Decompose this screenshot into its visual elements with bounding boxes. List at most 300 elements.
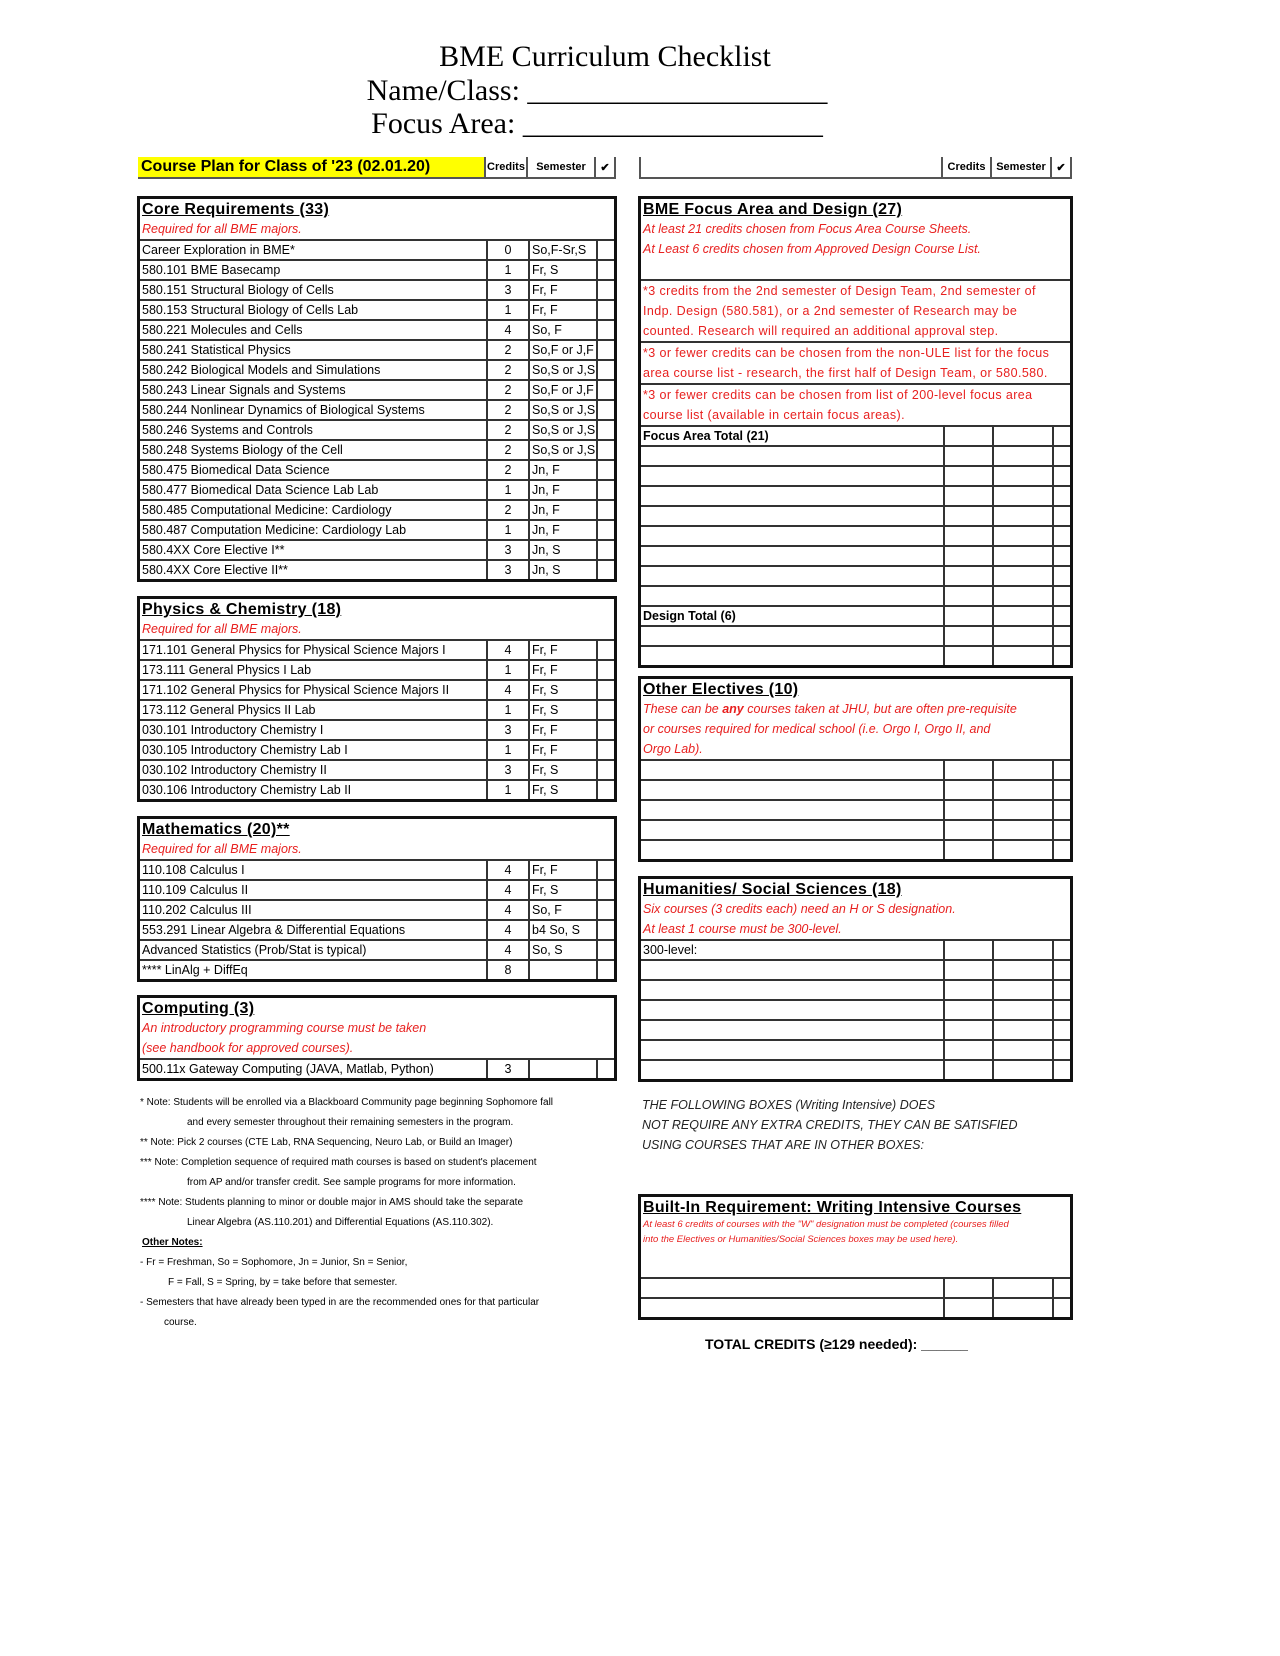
checkbox[interactable] [596, 761, 614, 779]
credits-cell[interactable]: 4 [486, 861, 528, 879]
checkbox[interactable] [596, 441, 614, 459]
checkbox[interactable] [1052, 1299, 1070, 1317]
course-name: 580.243 Linear Signals and Systems [142, 383, 346, 397]
checkbox[interactable] [596, 341, 614, 359]
credits-cell[interactable] [943, 587, 992, 605]
credits-cell[interactable] [943, 781, 992, 799]
plan-title: Course Plan for Class of '23 (02.01.20) [138, 157, 484, 177]
checkbox[interactable] [1052, 587, 1070, 605]
checkbox[interactable] [1052, 1001, 1070, 1019]
table-row [140, 759, 614, 779]
credits-cell[interactable]: 3 [486, 541, 528, 559]
table-row [641, 485, 1070, 505]
table-row [140, 499, 614, 519]
table-row [641, 1019, 1070, 1039]
note-text: These can be [643, 702, 723, 716]
course-name: 173.111 General Physics I Lab [142, 663, 312, 677]
table-row [641, 585, 1070, 605]
note-text: courses taken at JHU, but are often pre-requisite [743, 702, 1017, 716]
credits-cell[interactable] [943, 1001, 992, 1019]
table-row [140, 519, 614, 539]
note-line: THE FOLLOWING BOXES (Writing Intensive) DOES [642, 1098, 936, 1112]
section-note: Orgo Lab). [643, 742, 703, 756]
checkbox[interactable] [596, 641, 614, 659]
course-name [641, 527, 943, 545]
course-name [641, 627, 943, 645]
credits-cell[interactable]: 3 [486, 761, 528, 779]
credits-cell[interactable]: 3 [486, 561, 528, 579]
semester-cell[interactable]: Fr, S [528, 881, 596, 899]
credits-cell[interactable] [943, 1299, 992, 1317]
table-row [641, 799, 1070, 819]
total-credits-label: TOTAL CREDITS (≥129 needed): [705, 1336, 918, 1352]
course-name: **** LinAlg + DiffEq [142, 963, 248, 977]
credits-cell[interactable] [943, 487, 992, 505]
checkbox[interactable] [1052, 821, 1070, 839]
credits-cell[interactable]: 8 [486, 961, 528, 979]
section-note: At least 21 credits chosen from Focus Area Course Sheets. [643, 222, 972, 236]
semester-cell[interactable] [992, 587, 1052, 605]
checkbox[interactable] [596, 781, 614, 799]
credits-cell[interactable] [943, 801, 992, 819]
credits-cell[interactable]: 2 [486, 341, 528, 359]
semester-cell[interactable] [992, 1041, 1052, 1059]
checkbox[interactable] [596, 501, 614, 519]
semester-cell[interactable]: Fr, F [528, 301, 596, 319]
credits-header: Credits [941, 157, 990, 177]
checkbox[interactable] [1052, 1061, 1070, 1079]
semester-cell[interactable] [992, 1299, 1052, 1317]
checkbox[interactable] [1052, 1021, 1070, 1039]
checkbox[interactable] [1052, 507, 1070, 525]
rule-note [641, 341, 1070, 383]
semester-cell[interactable]: Fr, S [528, 681, 596, 699]
table-row [140, 779, 614, 799]
table-row [140, 299, 614, 319]
semester-cell[interactable]: Fr, F [528, 721, 596, 739]
semester-cell[interactable]: Fr, F [528, 741, 596, 759]
credits-cell[interactable]: 2 [486, 401, 528, 419]
credits-cell[interactable]: 4 [486, 921, 528, 939]
section-title: Built-In Requirement: Writing Intensive Courses [643, 1199, 1022, 1216]
course-name [641, 447, 943, 465]
checkbox[interactable] [1052, 961, 1070, 979]
note-line: USING COURSES THAT ARE IN OTHER BOXES: [642, 1138, 924, 1152]
semester-cell[interactable] [992, 627, 1052, 645]
checkbox[interactable] [1052, 607, 1070, 625]
semester-cell[interactable]: Jn, F [528, 521, 596, 539]
credits-cell[interactable] [943, 647, 992, 665]
section-note: At least 1 course must be 300-level. [643, 922, 842, 936]
section-physics [137, 596, 617, 802]
credits-cell[interactable]: 1 [486, 521, 528, 539]
course-name [641, 1061, 943, 1079]
semester-cell[interactable]: So,F-Sr,S [528, 241, 596, 259]
semester-cell[interactable]: Fr, F [528, 861, 596, 879]
table-row [641, 1277, 1070, 1297]
table-row [140, 319, 614, 339]
semester-cell[interactable] [992, 841, 1052, 859]
table-row [641, 545, 1070, 565]
credits-cell[interactable]: 3 [486, 721, 528, 739]
spacer [641, 259, 1070, 279]
rule-note-line: counted. Research will required an additional approval step. [643, 324, 999, 338]
table-row [140, 559, 614, 579]
table-row [641, 605, 1070, 625]
credits-cell[interactable]: 4 [486, 901, 528, 919]
credits-cell[interactable] [943, 527, 992, 545]
credits-cell[interactable]: 1 [486, 781, 528, 799]
section-title: Core Requirements (33) [142, 201, 330, 218]
table-row [641, 839, 1070, 859]
semester-cell[interactable]: Fr, F [528, 281, 596, 299]
credits-cell[interactable] [943, 981, 992, 999]
checkbox[interactable] [1052, 447, 1070, 465]
course-name [641, 1021, 943, 1039]
semester-cell[interactable] [992, 1001, 1052, 1019]
section-note: Required for all BME majors. [142, 842, 302, 856]
credits-cell[interactable] [943, 447, 992, 465]
semester-cell[interactable]: So, F [528, 321, 596, 339]
semester-cell[interactable] [992, 961, 1052, 979]
credits-cell[interactable] [943, 567, 992, 585]
credits-cell[interactable]: 1 [486, 261, 528, 279]
semester-cell[interactable]: Jn, F [528, 481, 596, 499]
table-row [140, 379, 614, 399]
semester-cell[interactable]: b4 So, S [528, 921, 596, 939]
semester-cell[interactable] [528, 1060, 596, 1078]
checkbox[interactable] [1052, 487, 1070, 505]
focus-label: Focus Area: [371, 107, 516, 140]
section-title: Mathematics (20)** [142, 821, 290, 838]
checkbox[interactable] [1052, 1279, 1070, 1297]
check-icon: ✔ [594, 157, 616, 177]
checkbox[interactable] [1052, 427, 1070, 445]
section-title: Humanities/ Social Sciences (18) [643, 881, 902, 898]
checkbox[interactable] [596, 741, 614, 759]
plan-header-left [138, 157, 616, 179]
course-name: Career Exploration in BME* [142, 243, 295, 257]
semester-cell[interactable]: So,S or J,S [528, 421, 596, 439]
checkbox[interactable] [596, 541, 614, 559]
table-row [140, 439, 614, 459]
checkbox[interactable] [596, 481, 614, 499]
credits-cell[interactable] [943, 507, 992, 525]
credits-cell[interactable] [943, 761, 992, 779]
course-name: 110.202 Calculus III [142, 903, 252, 917]
checkbox[interactable] [596, 241, 614, 259]
credits-cell[interactable] [943, 1021, 992, 1039]
checkbox[interactable] [1052, 567, 1070, 585]
footnote: **** Note: Students planning to minor or double major in AMS should take the separate [140, 1197, 524, 1208]
rule-note-line: area course list - research, the first half of Design Team, or 580.580. [643, 366, 1048, 380]
course-name: 580.244 Nonlinear Dynamics of Biological Systems [142, 403, 425, 417]
credits-cell[interactable]: 1 [486, 661, 528, 679]
focus-area-field[interactable] [0, 107, 1202, 141]
section-math [137, 816, 617, 982]
checkbox[interactable] [596, 321, 614, 339]
checkbox[interactable] [1052, 647, 1070, 665]
credits-cell[interactable]: 4 [486, 881, 528, 899]
credits-cell[interactable]: 3 [486, 1060, 528, 1078]
semester-cell[interactable] [992, 547, 1052, 565]
course-name: 110.108 Calculus I [142, 863, 245, 877]
table-row [641, 999, 1070, 1019]
section-note: (see handbook for approved courses). [142, 1041, 354, 1055]
credits-cell[interactable]: 2 [486, 501, 528, 519]
rule-note-line: Indp. Design (580.581), or a 2nd semester of Research may be [643, 304, 1018, 318]
semester-cell[interactable]: So,F or J,F [528, 381, 596, 399]
credits-cell[interactable]: 2 [486, 381, 528, 399]
semester-cell[interactable]: So,S or J,S [528, 361, 596, 379]
checkbox[interactable] [596, 421, 614, 439]
credits-cell[interactable] [943, 427, 992, 445]
section-focus-design [638, 196, 1073, 668]
section-note: Required for all BME majors. [142, 222, 302, 236]
credits-cell[interactable]: 0 [486, 241, 528, 259]
table-row [641, 625, 1070, 645]
footnote: from AP and/or transfer credit. See sample programs for more information. [187, 1177, 516, 1188]
semester-cell[interactable]: Fr, F [528, 661, 596, 679]
course-name: 580.477 Biomedical Data Science Lab Lab [142, 483, 379, 497]
table-row [641, 819, 1070, 839]
course-name [641, 781, 943, 799]
semester-cell[interactable]: Jn, S [528, 541, 596, 559]
table-row [140, 359, 614, 379]
credits-cell[interactable]: 2 [486, 361, 528, 379]
credits-cell[interactable]: 1 [486, 301, 528, 319]
credits-cell[interactable] [943, 627, 992, 645]
credits-cell[interactable] [943, 1279, 992, 1297]
credits-cell[interactable]: 4 [486, 321, 528, 339]
semester-cell[interactable] [992, 801, 1052, 819]
section-note: Six courses (3 credits each) need an H or S designation. [643, 902, 956, 916]
course-name [641, 467, 943, 485]
checkbox[interactable] [596, 521, 614, 539]
credits-cell[interactable]: 1 [486, 481, 528, 499]
checkbox[interactable] [596, 381, 614, 399]
course-name [641, 567, 943, 585]
course-name [641, 821, 943, 839]
semester-cell[interactable] [992, 427, 1052, 445]
course-name: 300-level: [643, 943, 698, 957]
credits-cell[interactable]: 3 [486, 281, 528, 299]
checkbox[interactable] [1052, 527, 1070, 545]
semester-cell[interactable] [992, 607, 1052, 625]
section-note: into the Electives or Humanities/Social Sciences boxes may be used here). [643, 1234, 959, 1245]
credits-cell[interactable] [943, 467, 992, 485]
checkbox[interactable] [596, 921, 614, 939]
other-note: - Fr = Freshman, So = Sophomore, Jn = Junior, Sn = Senior, [140, 1257, 408, 1268]
checkbox[interactable] [596, 681, 614, 699]
other-note: - Semesters that have already been typed in are the recommended ones for that particular [140, 1297, 540, 1308]
semester-cell[interactable]: So,F or J,F [528, 341, 596, 359]
checkbox[interactable] [596, 461, 614, 479]
credits-cell[interactable] [943, 841, 992, 859]
semester-cell[interactable]: So,S or J,S [528, 401, 596, 419]
semester-cell[interactable]: Fr, S [528, 261, 596, 279]
semester-cell[interactable]: So, F [528, 901, 596, 919]
semester-cell[interactable] [992, 981, 1052, 999]
rule-note-line: *3 credits from the 2nd semester of Design Team, 2nd semester of [643, 284, 1036, 298]
writing-intensive-note [642, 1095, 1018, 1155]
check-icon: ✔ [1050, 157, 1072, 177]
table-row [140, 639, 614, 659]
name-class-field[interactable] [0, 74, 1202, 108]
credits-cell[interactable] [943, 1041, 992, 1059]
footnotes [140, 1093, 610, 1333]
section-core [137, 196, 617, 582]
credits-cell[interactable]: 4 [486, 681, 528, 699]
semester-cell[interactable] [992, 761, 1052, 779]
credits-cell[interactable] [943, 821, 992, 839]
table-row [641, 1059, 1070, 1079]
semester-cell[interactable]: Jn, S [528, 561, 596, 579]
checkbox[interactable] [596, 361, 614, 379]
rule-note-line: *3 or fewer credits can be chosen from list of 200-level focus area [643, 388, 1033, 402]
semester-cell[interactable] [992, 821, 1052, 839]
course-name: Design Total (6) [643, 609, 736, 623]
checkbox[interactable] [1052, 467, 1070, 485]
semester-cell[interactable] [992, 781, 1052, 799]
course-name: 580.4XX Core Elective I** [142, 543, 285, 557]
course-name: 580.153 Structural Biology of Cells Lab [142, 303, 359, 317]
course-name: 580.485 Computational Medicine: Cardiology [142, 503, 392, 517]
credits-cell[interactable] [943, 547, 992, 565]
table-row [641, 759, 1070, 779]
checkbox[interactable] [1052, 801, 1070, 819]
credits-cell[interactable]: 1 [486, 701, 528, 719]
table-row [140, 399, 614, 419]
checkbox[interactable] [596, 721, 614, 739]
course-name: 173.112 General Physics II Lab [142, 703, 316, 717]
name-blank[interactable]: ____________________ [527, 74, 828, 107]
semester-cell[interactable] [992, 467, 1052, 485]
course-name: 030.102 Introductory Chemistry II [142, 763, 327, 777]
checkbox[interactable] [596, 661, 614, 679]
semester-cell[interactable]: Fr, F [528, 641, 596, 659]
section-writing-intensive [638, 1194, 1073, 1320]
total-credits-blank[interactable]: ______ [921, 1336, 968, 1352]
checkbox[interactable] [596, 261, 614, 279]
credits-cell[interactable]: 4 [486, 941, 528, 959]
semester-cell[interactable]: Fr, S [528, 701, 596, 719]
semester-cell[interactable] [992, 941, 1052, 959]
credits-cell[interactable]: 2 [486, 421, 528, 439]
checkbox[interactable] [596, 901, 614, 919]
checkbox[interactable] [596, 881, 614, 899]
table-row [140, 739, 614, 759]
table-row [641, 445, 1070, 465]
checkbox[interactable] [596, 401, 614, 419]
checkbox[interactable] [596, 561, 614, 579]
footnote: Linear Algebra (AS.110.201) and Differential Equations (AS.110.302). [187, 1217, 494, 1228]
course-name [641, 761, 943, 779]
section-note [641, 699, 1070, 719]
checkbox[interactable] [1052, 547, 1070, 565]
table-row [140, 279, 614, 299]
table-row [641, 465, 1070, 485]
semester-cell[interactable] [992, 507, 1052, 525]
table-row [641, 959, 1070, 979]
semester-cell[interactable] [992, 487, 1052, 505]
semester-cell[interactable] [992, 1279, 1052, 1297]
credits-cell[interactable]: 4 [486, 641, 528, 659]
semester-cell[interactable] [992, 447, 1052, 465]
semester-cell[interactable] [992, 527, 1052, 545]
course-name: 580.242 Biological Models and Simulations [142, 363, 381, 377]
semester-cell[interactable]: So, S [528, 941, 596, 959]
checkbox[interactable] [596, 701, 614, 719]
credits-cell[interactable]: 2 [486, 441, 528, 459]
footnote: ** Note: Pick 2 courses (CTE Lab, RNA Sequencing, Neuro Lab, or Build an Imager) [140, 1137, 513, 1148]
checkbox[interactable] [1052, 841, 1070, 859]
table-row [140, 679, 614, 699]
checkbox[interactable] [1052, 941, 1070, 959]
semester-cell[interactable]: Jn, F [528, 461, 596, 479]
table-row [140, 899, 614, 919]
table-row [140, 719, 614, 739]
course-name [641, 981, 943, 999]
checkbox[interactable] [596, 941, 614, 959]
checkbox[interactable] [596, 1060, 614, 1078]
semester-cell[interactable] [992, 567, 1052, 585]
semester-cell[interactable]: Fr, S [528, 761, 596, 779]
credits-header: Credits [484, 157, 526, 177]
credits-cell[interactable] [943, 961, 992, 979]
checkbox[interactable] [1052, 761, 1070, 779]
course-name: 580.487 Computation Medicine: Cardiology Lab [142, 523, 407, 537]
focus-blank[interactable]: ____________________ [522, 107, 823, 140]
checkbox[interactable] [596, 281, 614, 299]
semester-cell[interactable]: Jn, F [528, 501, 596, 519]
table-row [140, 879, 614, 899]
credits-cell[interactable]: 1 [486, 741, 528, 759]
semester-cell[interactable] [992, 647, 1052, 665]
section-note-block [641, 1217, 1070, 1277]
checkbox[interactable] [596, 961, 614, 979]
credits-cell[interactable] [943, 941, 992, 959]
semester-cell[interactable]: Fr, S [528, 781, 596, 799]
checkbox[interactable] [1052, 981, 1070, 999]
checkbox[interactable] [596, 301, 614, 319]
checkbox[interactable] [1052, 781, 1070, 799]
table-row [140, 1058, 614, 1078]
table-row [140, 919, 614, 939]
semester-cell[interactable] [528, 961, 596, 979]
footnote: * Note: Students will be enrolled via a Blackboard Community page beginning Sophomore fall [140, 1097, 554, 1108]
course-name [641, 1299, 943, 1317]
course-name: 580.248 Systems Biology of the Cell [142, 443, 343, 457]
table-row [641, 565, 1070, 585]
semester-cell[interactable]: So,S or J,S [528, 441, 596, 459]
course-name: 580.475 Biomedical Data Science [142, 463, 330, 477]
course-name: 580.151 Structural Biology of Cells [142, 283, 334, 297]
semester-cell[interactable] [992, 1061, 1052, 1079]
checkbox[interactable] [1052, 1041, 1070, 1059]
course-name [641, 547, 943, 565]
table-row [140, 259, 614, 279]
checkbox[interactable] [596, 861, 614, 879]
checkbox[interactable] [1052, 627, 1070, 645]
table-row [641, 979, 1070, 999]
credits-cell[interactable]: 2 [486, 461, 528, 479]
credits-cell[interactable] [943, 607, 992, 625]
semester-header: Semester [990, 157, 1050, 177]
credits-cell[interactable] [943, 1061, 992, 1079]
table-row [140, 419, 614, 439]
semester-cell[interactable] [992, 1021, 1052, 1039]
